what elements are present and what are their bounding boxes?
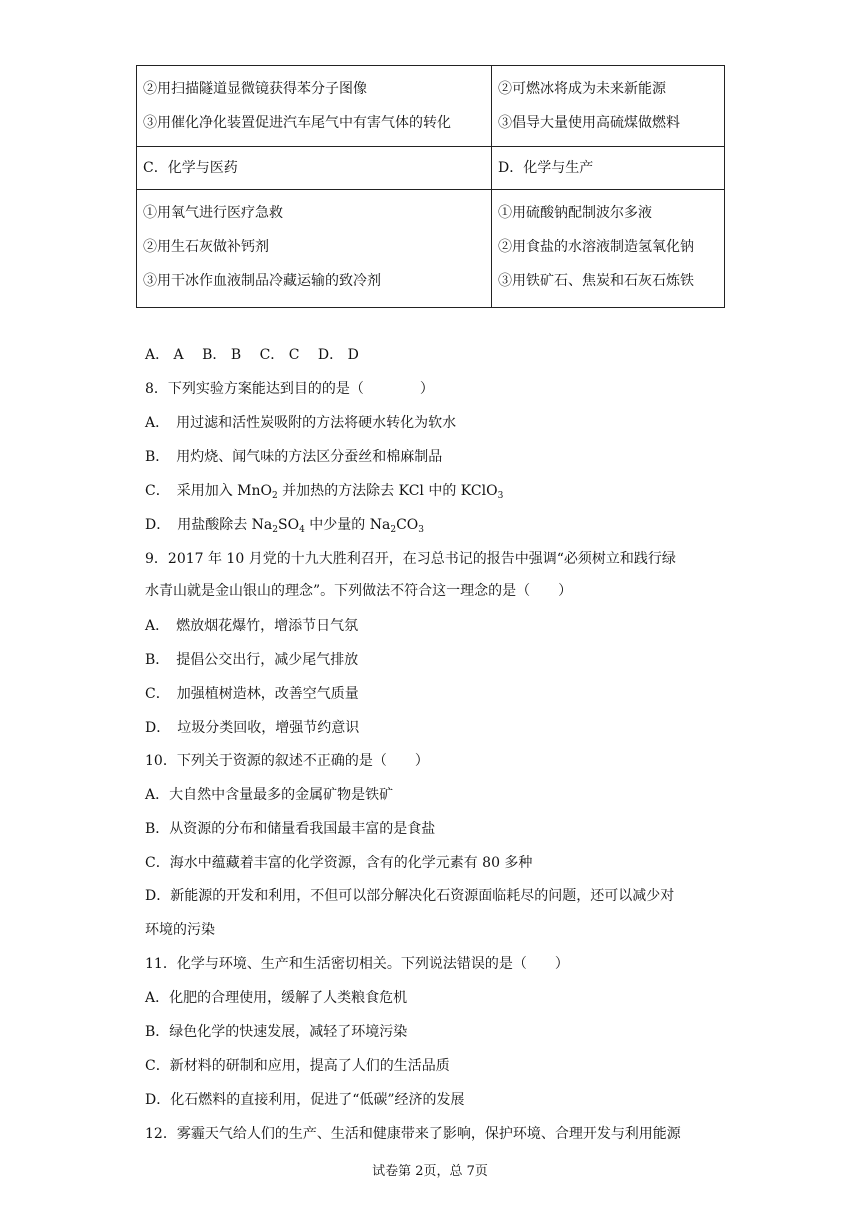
text-run: C． 采用加入 MnO (145, 483, 272, 499)
table-line: ③倡导大量使用高硫煤做燃料 (498, 115, 680, 131)
table-line: ②用扫描隧道显微镜获得苯分子图像 (143, 81, 367, 97)
table-row (137, 190, 725, 308)
q9-stem-line1: 9．2017 年 10 月党的十九大胜利召开，在习总书记的报告中强调“必须树立和践行绿 (145, 551, 676, 567)
subscript: 2 (272, 491, 278, 501)
table-line: ①用氧气进行医疗急救 (143, 205, 283, 221)
subscript: 2 (390, 525, 397, 535)
subscript: 3 (418, 525, 424, 535)
table-row (137, 147, 725, 190)
q10-option-c: C．海水中蕴藏着丰富的化学资源，含有的化学元素有 80 多种 (145, 855, 533, 871)
text-run: 中少量的 Na (304, 517, 391, 533)
q8-option-b: B． 用灼烧、闻气味的方法区分蚕丝和棉麻制品 (145, 449, 443, 465)
text-run: CO (396, 517, 419, 533)
table-heading-c: C．化学与医药 (137, 147, 492, 190)
q8-option-d (145, 515, 424, 540)
q9-option-d: D． 垃圾分类回收，增强节约意识 (145, 720, 360, 736)
q8-stem: 8．下列实验方案能达到目的的是（ ） (145, 381, 434, 397)
q7-options: A． A B． B C． C D． D (145, 347, 359, 363)
table-cell (137, 190, 492, 308)
table-line: ③用铁矿石、焦炭和石灰石炼铁 (498, 273, 694, 289)
page-footer: 试卷第 2页，总 7页 (372, 1164, 488, 1179)
q8-option-a: A． 用过滤和活性炭吸附的方法将硬水转化为软水 (145, 415, 457, 431)
table-row (137, 66, 725, 147)
question-7-table (136, 65, 725, 308)
q8-option-c (145, 481, 503, 506)
text-run: 并加热的方法除去 KCl 中的 KClO (277, 483, 498, 499)
table-line: ②用生石灰做补钙剂 (143, 239, 269, 255)
table-line: ①用硫酸钠配制波尔多液 (498, 205, 652, 221)
q9-option-b: B． 提倡公交出行，减少尾气排放 (145, 652, 359, 668)
q11-option-d: D．化石燃料的直接利用，促进了“低碳”经济的发展 (145, 1092, 465, 1108)
table-line: ②用食盐的水溶液制造氢氧化钠 (498, 239, 694, 255)
q11-option-c: C．新材料的研制和应用，提高了人们的生活品质 (145, 1058, 450, 1074)
q10-option-d-line2: 环境的污染 (145, 922, 215, 938)
q10-stem: 10．下列关于资源的叙述不正确的是（ ） (145, 753, 429, 769)
subscript: 4 (299, 525, 305, 535)
q11-option-a: A．化肥的合理使用，缓解了人类粮食危机 (145, 990, 408, 1006)
table-cell (137, 66, 492, 147)
q9-stem-line2: 水青山就是金山银山的理念”。下列做法不符合这一理念的是（ ） (145, 583, 573, 599)
text-run: D． 用盐酸除去 Na (145, 517, 273, 533)
q9-option-c: C． 加强植树造林，改善空气质量 (145, 686, 359, 702)
subscript: 2 (272, 525, 279, 535)
q11-stem: 11．化学与环境、生产和生活密切相关。下列说法错误的是（ ） (145, 956, 569, 972)
text-run: SO (278, 517, 300, 533)
q10-option-d-line1: D．新能源的开发和利用，不但可以部分解决化石资源面临耗尽的问题，还可以减少对 (145, 888, 675, 904)
table-heading-d: D．化学与生产 (492, 147, 725, 190)
q12-stem: 12．雾霾天气给人们的生产、生活和健康带来了影响，保护环境、合理开发与利用能源 (145, 1126, 681, 1142)
table-cell (492, 66, 725, 147)
q10-option-b: B．从资源的分布和储量看我国最丰富的是食盐 (145, 821, 436, 837)
q10-option-a: A．大自然中含量最多的金属矿物是铁矿 (145, 787, 394, 803)
table-line: ③用干冰作血液制品冷藏运输的致冷剂 (143, 273, 381, 289)
table-line: ③用催化净化装置促进汽车尾气中有害气体的转化 (143, 115, 451, 131)
subscript: 3 (497, 491, 504, 501)
table-line: ②可燃冰将成为未来新能源 (498, 81, 666, 97)
q9-option-a: A． 燃放烟花爆竹，增添节日气氛 (145, 618, 359, 634)
table-cell (492, 190, 725, 308)
q11-option-b: B．绿色化学的快速发展，减轻了环境污染 (145, 1024, 408, 1040)
